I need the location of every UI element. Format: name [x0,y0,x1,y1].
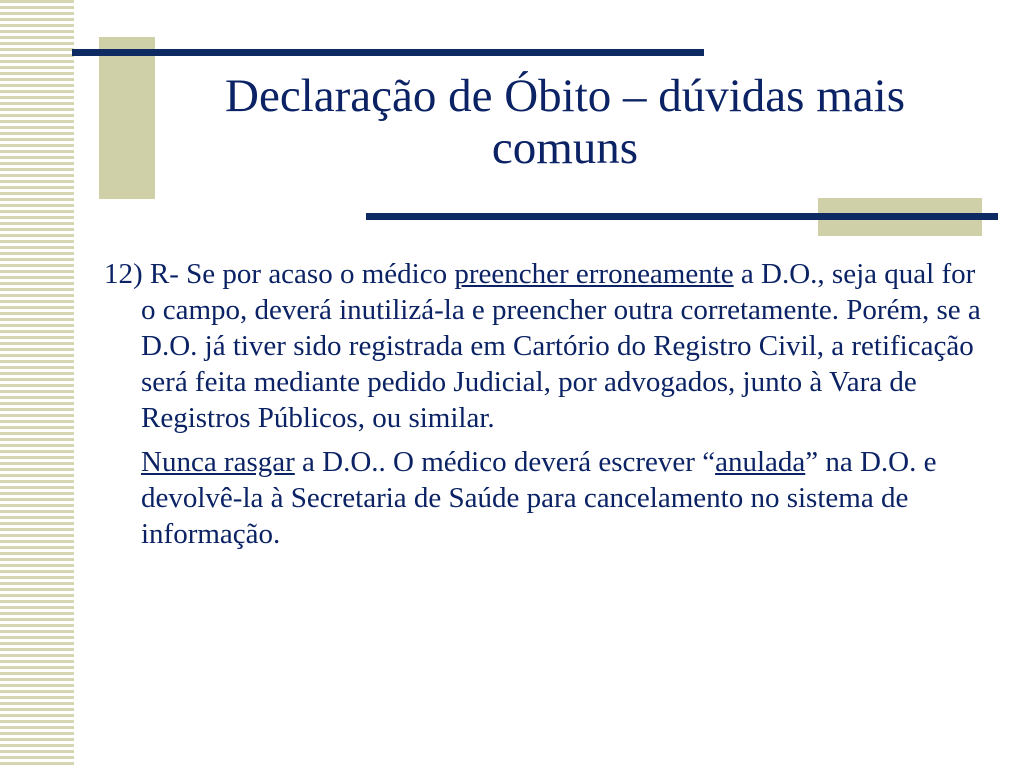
note-text-middle: a D.O.. O médico deverá escrever “ [294,446,716,478]
title-rule-bottom [366,213,998,220]
note-paragraph [104,444,984,552]
answer-text-end: a D.O., seja qual for o campo, deverá inutilizá-la e preencher outra corretamente. Porém, se a D.O. já tiver sido registrada em Cartório do Registro Civil, a retificação será feita mediante pedido Judicial, por advogados, junto à Vara de Registros Públicos, ou similar. [141,258,981,434]
answer-underlined-phrase: preencher erroneamente [454,258,734,290]
note-text-end: ” na D.O. e devolvê-la à Secretaria de Saúde para cancelamento no sistema de informação. [141,446,937,550]
note-underlined-phrase: Nunca rasgar [141,446,295,478]
answer-paragraph [104,256,984,436]
decorative-stripes [0,0,74,768]
title-rule-top [72,49,704,56]
answer-text-start: 12) R- Se por acaso o médico [104,258,455,290]
note-underlined-word: anulada [715,446,806,478]
decorative-block-top [99,37,155,199]
slide-title: Declaração de Óbito – dúvidas mais comuns [225,70,905,174]
slide-body [104,256,984,560]
